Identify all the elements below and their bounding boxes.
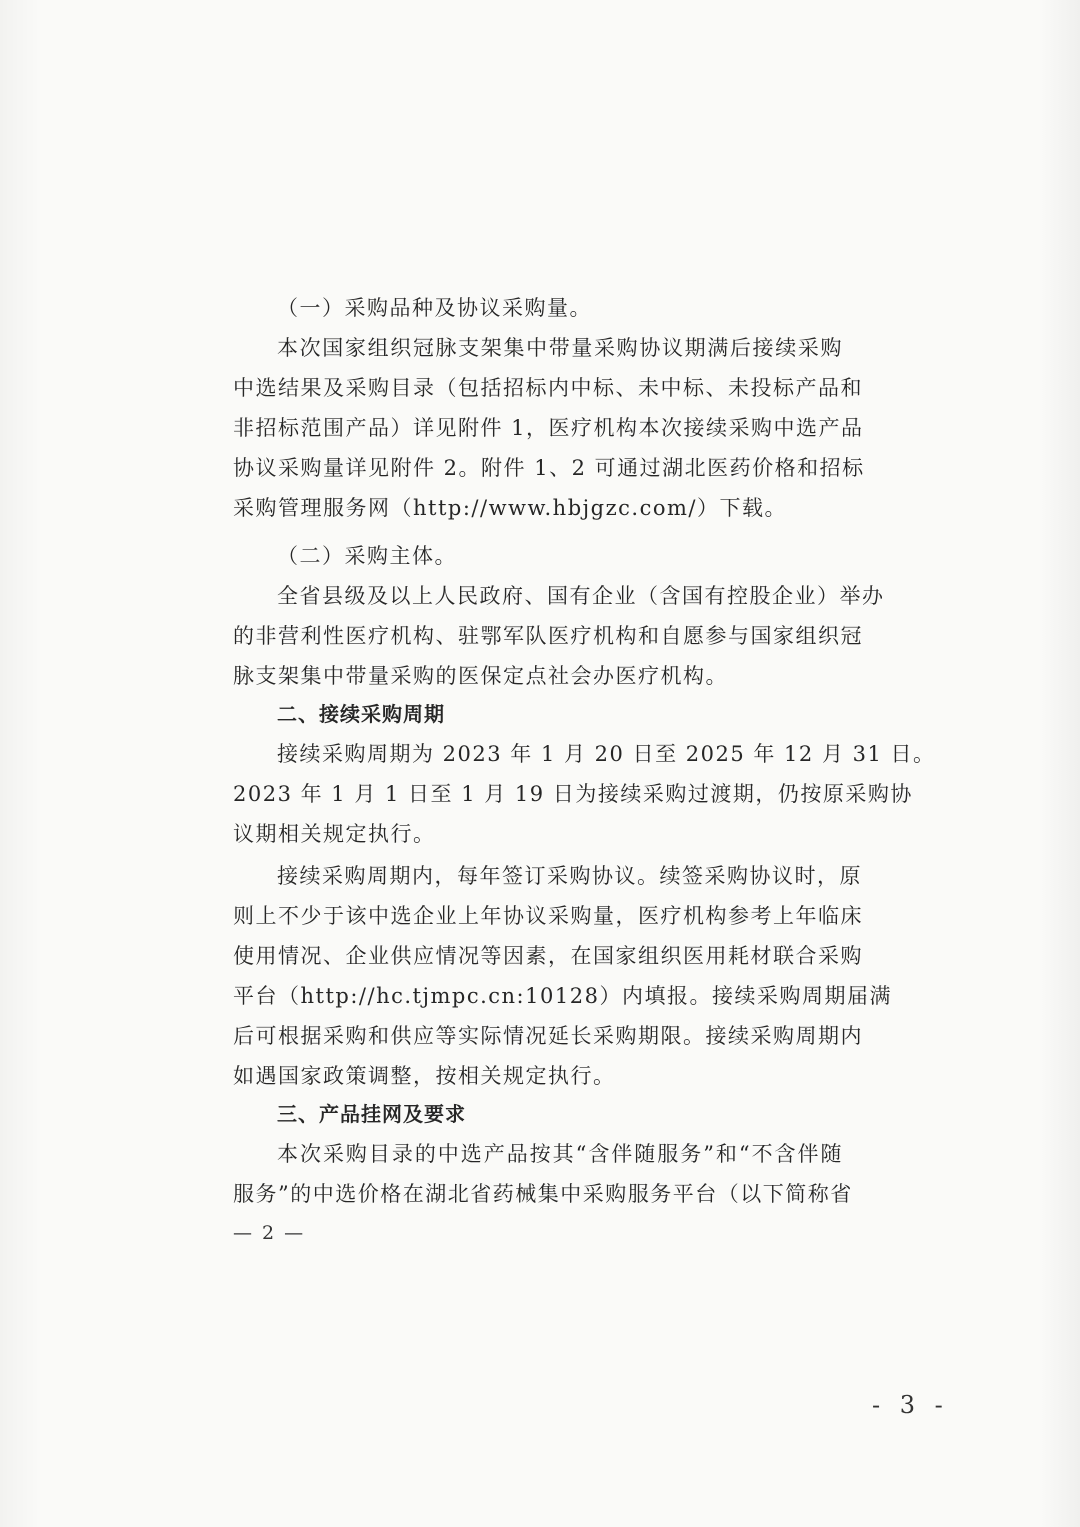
section-heading: 三、产品挂网及要求 [277, 1102, 466, 1126]
paragraph-line: 则上不少于该中选企业上年协议采购量，医疗机构参考上年临床 [233, 904, 863, 928]
section-heading: 二、接续采购周期 [277, 702, 445, 726]
inner-page-number: — 2 — [233, 1222, 306, 1244]
paragraph-line: 2023 年 1 月 1 日至 1 月 19 日为接续采购过渡期，仍按原采购协 [233, 782, 913, 806]
paragraph-line: 全省县级及以上人民政府、国有企业（含国有控股企业）举办 [277, 584, 885, 608]
subsection-heading: （一）采购品种及协议采购量。 [277, 296, 592, 320]
paragraph-line: 后可根据采购和供应等实际情况延长采购期限。接续采购周期内 [233, 1024, 863, 1048]
paragraph-line: 接续采购周期内，每年签订采购协议。续签采购协议时，原 [277, 864, 862, 888]
paragraph-line: 议期相关规定执行。 [233, 822, 436, 846]
paragraph-line: 采购管理服务网（http://www.hbjgzc.com/）下载。 [233, 496, 787, 520]
paragraph-line: 服务”的中选价格在湖北省药械集中采购服务平台（以下简称省 [233, 1182, 853, 1206]
subsection-heading: （二）采购主体。 [277, 544, 457, 568]
page-number: - 3 - [872, 1391, 949, 1419]
paragraph-line: 本次国家组织冠脉支架集中带量采购协议期满后接续采购 [277, 336, 843, 360]
paragraph-line: 如遇国家政策调整，按相关规定执行。 [233, 1064, 616, 1088]
paragraph-line: 本次采购目录的中选产品按其“含伴随服务”和“不含伴随 [277, 1142, 843, 1166]
paragraph-line: 中选结果及采购目录（包括招标内中标、未中标、未投标产品和 [233, 376, 863, 400]
paragraph-line: 的非营利性医疗机构、驻鄂军队医疗机构和自愿参与国家组织冠 [233, 624, 863, 648]
paragraph-line: 使用情况、企业供应情况等因素，在国家组织医用耗材联合采购 [233, 944, 863, 968]
paragraph-line: 非招标范围产品）详见附件 1，医疗机构本次接续采购中选产品 [233, 416, 864, 440]
paragraph-line: 协议采购量详见附件 2。附件 1、2 可通过湖北医药价格和招标 [233, 456, 865, 480]
paragraph-line: 接续采购周期为 2023 年 1 月 20 日至 2025 年 12 月 31 日。 [277, 742, 936, 766]
paragraph-line: 平台（http://hc.tjmpc.cn:10128）内填报。接续采购周期届满 [233, 984, 892, 1008]
paragraph-line: 脉支架集中带量采购的医保定点社会办医疗机构。 [233, 664, 728, 688]
